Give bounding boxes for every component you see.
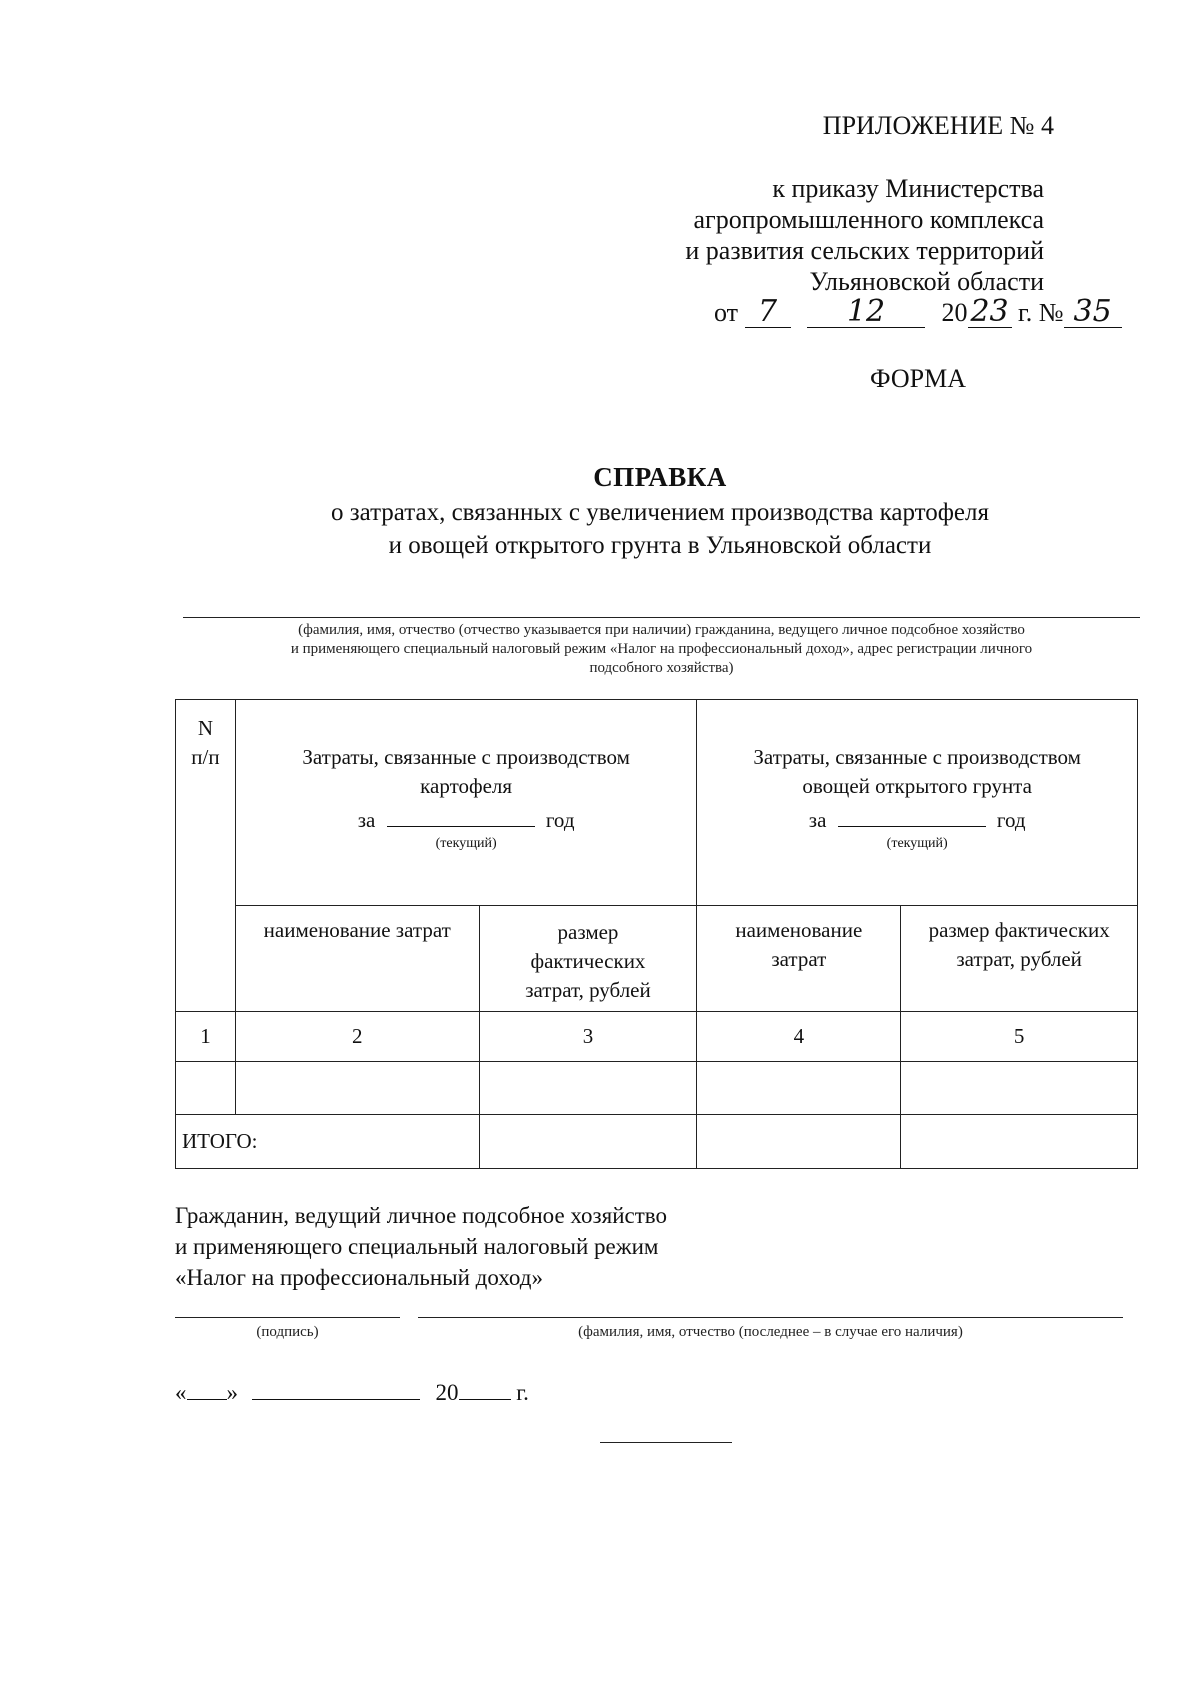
note-line: (фамилия, имя, отчество (отчество указывается при наличии) гражданина, ведущего личное подсобное хозяйство xyxy=(298,622,1025,638)
god-label: год xyxy=(545,808,575,832)
signer-line: Гражданин, ведущий личное подсобное хозяйство xyxy=(175,1203,667,1228)
total-label: ИТОГО: xyxy=(176,1115,480,1169)
date-year-unit: г. № xyxy=(1018,298,1064,327)
date-prefix: от xyxy=(714,298,739,327)
vegetable-cost-name-header: наименование затрат xyxy=(697,906,901,1012)
potato-cost-name-header: наименование затрат xyxy=(235,906,479,1012)
vegetable-year-input[interactable] xyxy=(838,806,986,827)
form-label: ФОРМА xyxy=(870,364,966,393)
table-cell[interactable] xyxy=(235,1062,479,1115)
column-number: 2 xyxy=(235,1012,479,1062)
year-input[interactable] xyxy=(459,1379,511,1400)
total-row xyxy=(176,1115,1138,1169)
za-label: за xyxy=(808,808,827,832)
column-number: 3 xyxy=(479,1012,697,1062)
signature-line[interactable] xyxy=(175,1317,400,1318)
column-number: 5 xyxy=(901,1012,1138,1062)
column-number: 1 xyxy=(176,1012,236,1062)
signer-description xyxy=(175,1200,667,1293)
signer-name-hint: (фамилия, имя, отчество (последнее – в случае его наличия) xyxy=(578,1324,963,1340)
table-cell[interactable] xyxy=(479,1062,697,1115)
order-line: агропромышленного комплекса xyxy=(693,205,1044,234)
close-quote: » xyxy=(226,1380,238,1405)
table-cell[interactable] xyxy=(697,1062,901,1115)
vegetable-header-line: Затраты, связанные с производством xyxy=(753,745,1081,769)
appendix-number: ПРИЛОЖЕНИЕ № 4 xyxy=(822,111,1054,140)
subtitle-line: о затратах, связанных с увеличением производства картофеля xyxy=(331,499,989,526)
row-number-symbol: N xyxy=(197,716,214,740)
table-subheader-row xyxy=(176,906,1138,1012)
table-data-row xyxy=(176,1062,1138,1115)
applicant-note xyxy=(183,621,1140,678)
handwritten-year: 23 xyxy=(968,297,1012,328)
total-cell[interactable] xyxy=(697,1115,901,1169)
table-cell[interactable] xyxy=(901,1062,1138,1115)
table-header-row xyxy=(176,700,1138,906)
potato-header-line: картофеля xyxy=(420,774,513,798)
open-quote: « xyxy=(175,1380,187,1405)
order-line: и развития сельских территорий xyxy=(685,236,1044,265)
year-hint: (текущий) xyxy=(435,836,497,851)
date-year-prefix: 20 xyxy=(941,298,968,327)
god-label: год xyxy=(996,808,1026,832)
vegetable-year-line xyxy=(697,806,1137,835)
column-numbering-row xyxy=(176,1012,1138,1062)
vegetable-cost-amount-header: размер фактических затрат, рублей xyxy=(901,906,1138,1012)
handwritten-number: 35 xyxy=(1064,297,1122,328)
note-line: подсобного хозяйства) xyxy=(589,660,734,676)
handwritten-month: 12 xyxy=(807,297,925,328)
month-input[interactable] xyxy=(252,1379,420,1400)
year-unit: г. xyxy=(516,1380,529,1405)
year-prefix: 20 xyxy=(435,1380,459,1405)
order-reference xyxy=(685,173,1044,297)
signer-line: и применяющего специальный налоговый режим xyxy=(175,1234,659,1259)
document-subtitle xyxy=(0,496,1200,562)
document-title: СПРАВКА xyxy=(593,462,727,492)
potato-year-line xyxy=(236,806,697,835)
signer-name-line[interactable] xyxy=(418,1317,1123,1318)
vegetable-costs-header xyxy=(697,700,1138,906)
signature-hint: (подпись) xyxy=(256,1324,319,1340)
costs-table xyxy=(175,699,1138,1169)
order-date-line xyxy=(714,294,1122,329)
vegetable-header-line: овощей открытого грунта xyxy=(802,774,1032,798)
column-number: 4 xyxy=(697,1012,901,1062)
potato-cost-amount-header: размер фактических затрат, рублей xyxy=(479,906,697,1012)
potato-costs-header xyxy=(235,700,697,906)
year-hint: (текущий) xyxy=(886,836,948,851)
signature-date-line xyxy=(175,1377,529,1408)
row-number-header xyxy=(176,700,236,1012)
total-cell[interactable] xyxy=(901,1115,1138,1169)
order-line: Ульяновской области xyxy=(809,267,1044,296)
potato-year-input[interactable] xyxy=(387,806,535,827)
signer-line: «Налог на профессиональный доход» xyxy=(175,1265,543,1290)
subtitle-line: и овощей открытого грунта в Ульяновской области xyxy=(388,532,932,559)
za-label: за xyxy=(357,808,376,832)
total-cell[interactable] xyxy=(479,1115,697,1169)
order-line: к приказу Министерства xyxy=(772,174,1044,203)
applicant-fill-line[interactable] xyxy=(183,617,1140,618)
potato-header-line: Затраты, связанные с производством xyxy=(302,745,630,769)
handwritten-day: 7 xyxy=(745,297,791,328)
table-cell[interactable] xyxy=(176,1062,236,1115)
note-line: и применяющего специальный налоговый режим «Налог на профессиональный доход», адрес регистрации личного xyxy=(290,641,1033,657)
row-number-abbr: п/п xyxy=(191,745,220,769)
end-divider xyxy=(600,1442,732,1443)
day-input[interactable] xyxy=(187,1379,227,1400)
